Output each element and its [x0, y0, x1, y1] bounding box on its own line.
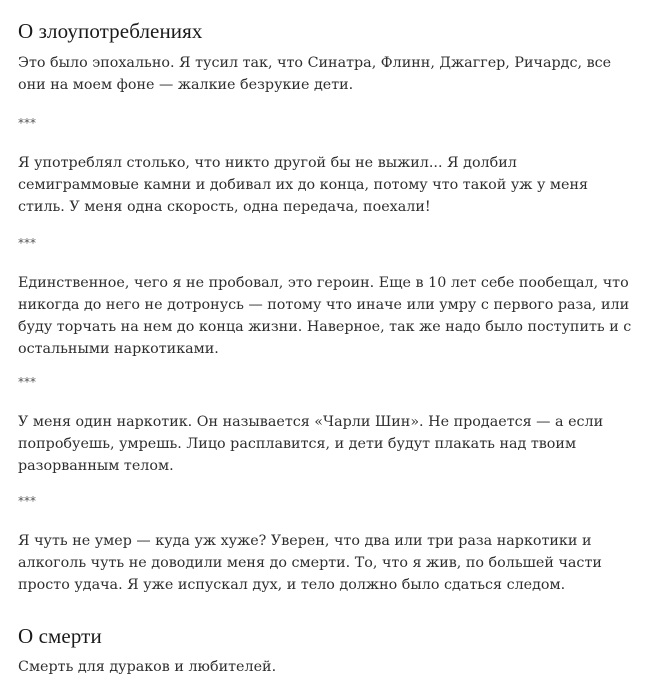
section-heading-death: О смерти [18, 624, 102, 648]
section-heading-abuse: О злоупотреблениях [18, 19, 203, 43]
paragraph: Единственное, чего я не пробовал, это героин. Еще в 10 лет себе пообещал, что никогда до него не дотронусь — потому что иначе или умру с первого раза, или буду торчать на нем до конца жизни. Наверное, так же надо было поступить и с остальными наркотиками. [18, 275, 632, 357]
paragraph: Это было эпохально. Я тусил так, что Синатра, Флинн, Джаггер, Ричардс, все они на моем фоне — жалкие безрукие дети. [18, 55, 612, 93]
separator: *** [18, 116, 36, 130]
paragraph: Смерть для дураков и любителей. [18, 659, 277, 675]
paragraph: Я чуть не умер — куда уж хуже? Уверен, что два или три раза наркотики и алкоголь чуть не доводили меня до смерти. То, что я жив, по большей части просто удача. Я уже испускал дух, и тело должно было сдаться следом. [18, 533, 602, 593]
paragraph: У меня один наркотик. Он называется «Чарли Шин». Не продается — а если попробуешь, умрешь. Лицо расплавится, и дети будут плакать над твоим разорванным телом. [18, 414, 604, 474]
separator: *** [18, 375, 36, 389]
paragraph: Я употреблял столько, что никто другой бы не выжил... Я долбил семиграммовые камни и добивал их до конца, потому что такой уж у меня стиль. У меня одна скорость, одна передача, поехали! [18, 155, 589, 215]
separator: *** [18, 494, 36, 508]
separator: *** [18, 236, 36, 250]
